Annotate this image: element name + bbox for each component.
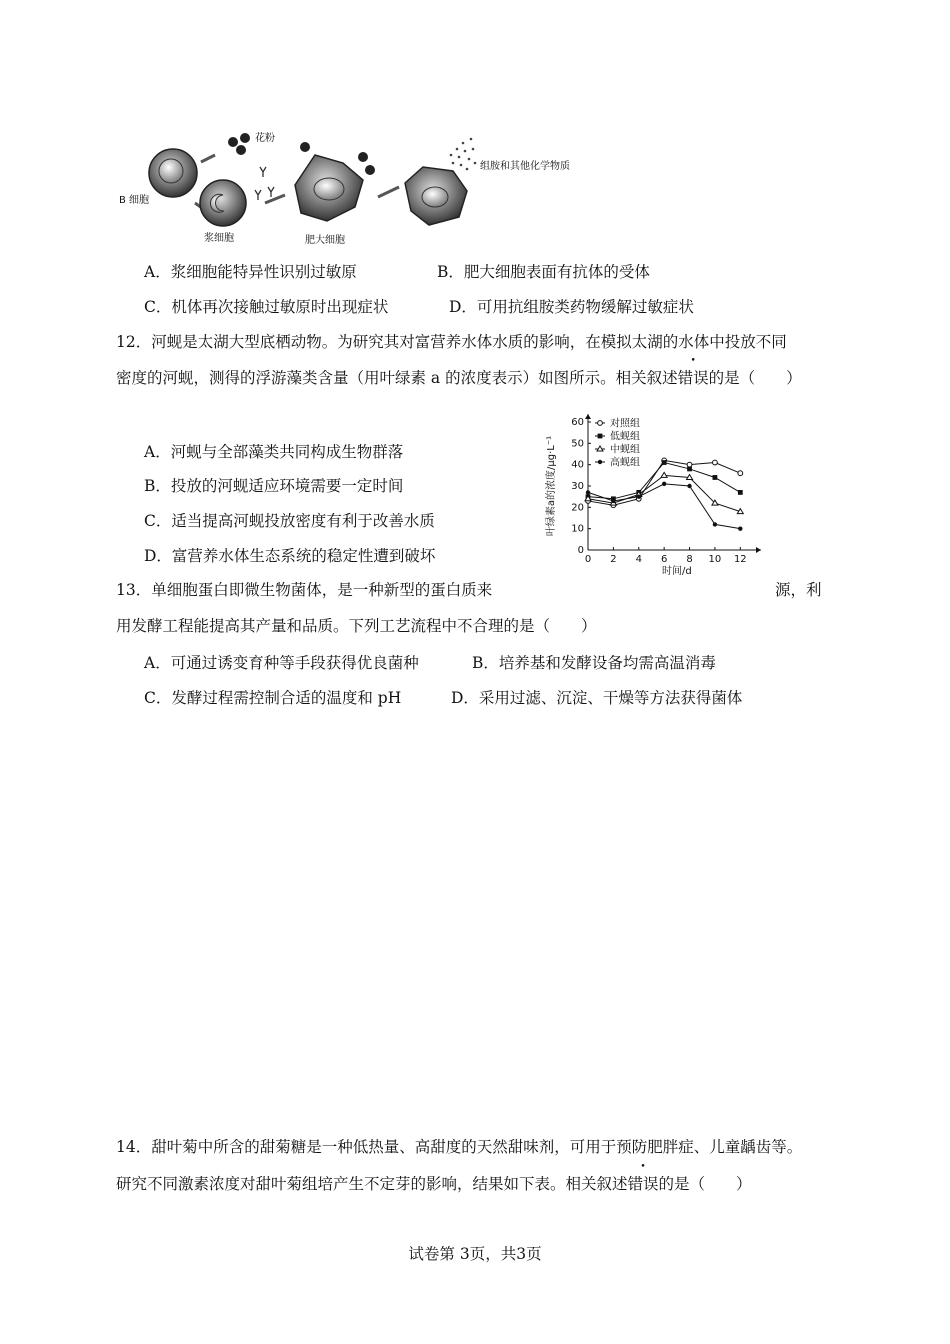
data-point (738, 490, 743, 495)
x-axis-arrow-icon (756, 547, 761, 553)
data-point (713, 460, 718, 465)
q11-option-c: C．机体再次接触过敏原时出现症状 (144, 298, 389, 316)
data-point (713, 475, 718, 480)
legend-label: 中蚬组 (610, 444, 640, 456)
q12-option-c: C．适当提高河蚬投放密度有利于改善水质 (144, 512, 435, 530)
label-pollen: 花粉 (255, 133, 275, 144)
q11-option-d: D．可用抗组胺类药物缓解过敏症状 (449, 298, 694, 316)
y-axis-label: 叶绿素a的浓度/μg·L⁻¹ (546, 435, 557, 537)
data-point (637, 494, 641, 498)
q14-stem-line1: 14．甜叶菊中所含的甜菊糖是一种低热量、高甜度的天然甜味剂，可用于预防肥胖症、儿童龋齿等。 (116, 1138, 803, 1156)
data-point (611, 499, 615, 503)
x-tick-label: 8 (686, 554, 693, 565)
label-b-cell: B 细胞 (119, 195, 150, 206)
label-mast-cell: 肥大细胞 (305, 235, 345, 246)
y-tick-label: 10 (571, 523, 584, 535)
q12-option-d: D．富营养水体生态系统的稳定性遭到破坏 (144, 547, 436, 565)
q13-option-d: D．采用过滤、沉淀、干燥等方法获得菌体 (451, 689, 743, 707)
x-tick-label: 12 (733, 554, 747, 565)
x-tick-label: 6 (660, 554, 668, 565)
arrow-icon (201, 155, 215, 162)
legend-marker (598, 460, 602, 464)
q14-emphasis: 错误 (627, 1175, 659, 1193)
degranulating-mast-cell (405, 138, 476, 225)
q13-stem-line2: 用发酵工程能提高其产量和品质。下列工艺流程中不合理的是（ ） (116, 617, 597, 635)
mast-cell (295, 142, 375, 221)
y-axis-arrow-icon (585, 414, 591, 419)
legend-label: 低蚬组 (610, 431, 640, 443)
q12-stem-line2: 密度的河蚬，测得的浮游藻类含量（用叶绿素 a 的浓度表示）如图所示。相关叙述错误的是（ ） (116, 369, 802, 387)
x-tick-label: 0 (584, 554, 592, 565)
label-histamine: 组胺和其他化学物质 (480, 161, 570, 172)
pollen-grains (228, 133, 250, 155)
y-tick-label: 20 (571, 502, 584, 514)
data-point (661, 472, 667, 477)
b-cell (149, 149, 197, 197)
x-axis-label: 时间/d (661, 566, 692, 577)
page-footer: 试卷第 3页，共3页 (408, 1245, 542, 1263)
q13-option-c: C．发酵过程需控制合适的温度和 pH (144, 689, 402, 707)
arrow-icon (378, 187, 399, 197)
legend-label: 对照组 (610, 418, 640, 430)
immune-figure (115, 125, 585, 245)
arrow-icon (265, 195, 285, 203)
allergy-mechanism-illustration (115, 125, 585, 245)
q13-stem-line1-tail: 源，利 (775, 581, 822, 599)
q12-option-b: B．投放的河蚬适应环境需要一定时间 (144, 477, 404, 495)
y-tick-label: 0 (577, 545, 584, 556)
data-point (586, 490, 590, 494)
q12-option-a: A．河蚬与全部藻类共同构成生物群落 (144, 443, 404, 461)
data-point (738, 471, 743, 476)
x-tick-label: 4 (635, 554, 642, 565)
data-point (713, 522, 717, 526)
q13-option-b: B．培养基和发酵设备均需高温消毒 (472, 654, 716, 672)
chart-svg (540, 405, 770, 585)
q11-option-a: A．浆细胞能特异性识别过敏原 (144, 263, 357, 281)
q12-stem-line1: 12．河蚬是太湖大型底栖动物。为研究其对富营养水体水质的影响，在模拟太湖的水体中投放不同 (116, 333, 787, 351)
q13-option-a: A．可通过诱变育种等手段获得优良菌种 (144, 654, 419, 672)
y-tick-label: 60 (571, 417, 584, 428)
y-tick-label: 30 (571, 481, 584, 492)
y-tick-label: 50 (571, 438, 584, 450)
antibodies (255, 167, 274, 200)
q14-stem-line2: 研究不同激素浓度对甜叶菊组培产生不定芽的影响，结果如下表。相关叙述错误的是（ ） (116, 1175, 752, 1193)
data-point (687, 484, 691, 488)
x-tick-label: 10 (708, 554, 722, 565)
q12-emphasis: 错误 (677, 369, 709, 387)
data-point (687, 467, 692, 472)
label-plasma-cell: 浆细胞 (204, 233, 234, 244)
chlorophyll-chart (540, 405, 770, 585)
q11-option-b: B．肥大细胞表面有抗体的受体 (437, 263, 650, 281)
plasma-cell (200, 180, 246, 226)
q13-stem-line1: 13．单细胞蛋白即微生物菌体，是一种新型的蛋白质来 (116, 581, 493, 599)
x-tick-label: 2 (610, 554, 617, 565)
legend-marker (598, 421, 603, 426)
data-point (687, 462, 692, 467)
data-point (662, 482, 666, 486)
legend-label: 高蚬组 (610, 457, 640, 469)
data-point (738, 526, 742, 530)
y-tick-label: 40 (571, 459, 584, 471)
data-point (662, 460, 667, 465)
legend-marker (598, 434, 603, 439)
